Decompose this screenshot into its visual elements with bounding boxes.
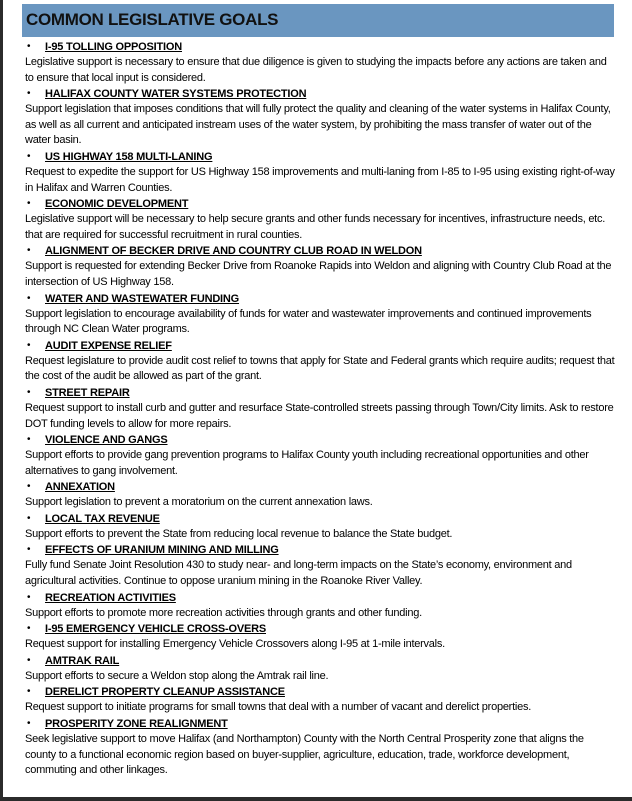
goal-heading <box>25 39 615 55</box>
goal-description: Support legislation to encourage availability of funds for water and wastewater improvements and continued improvements through NC Clean Water programs. <box>25 307 592 336</box>
bullet-icon: • <box>27 198 31 210</box>
bullet-icon: • <box>27 41 31 52</box>
goal-title: VIOLENCE AND GANGS <box>45 434 168 447</box>
goal-title: ECONOMIC DEVELOPMENT <box>45 198 189 211</box>
goal-title: AMTRAK RAIL <box>45 654 120 667</box>
goal-item <box>25 291 615 338</box>
page-title: COMMON LEGISLATIVE GOALS <box>26 10 279 29</box>
goal-heading <box>25 479 615 495</box>
goal-title: HALIFAX COUNTY WATER SYSTEMS PROTECTION <box>45 88 307 101</box>
goal-heading <box>25 621 615 637</box>
goal-description: Support efforts to promote more recreation activities through grants and other funding. <box>25 606 422 619</box>
goal-description: Support efforts to secure a Weldon stop along the Amtrak rail line. <box>25 669 329 682</box>
goal-description: Request support to install curb and gutter and resurface State-controlled streets passing through Town/City limits. Ask to restore DOT funding levels to allow for more repairs. <box>25 401 614 430</box>
bullet-icon: • <box>27 386 31 398</box>
goal-heading <box>25 338 615 354</box>
goal-title: PROSPERITY ZONE REALIGNMENT <box>45 718 228 731</box>
goal-heading <box>25 432 615 448</box>
bullet-icon: • <box>27 245 31 257</box>
goal-item <box>25 243 615 290</box>
bullet-icon: • <box>27 718 31 730</box>
goal-item <box>25 590 615 622</box>
goals-list <box>25 39 615 779</box>
goal-heading <box>25 542 615 558</box>
goal-title: ANNEXATION <box>45 481 115 494</box>
bullet-icon: • <box>27 512 31 524</box>
goal-description: Support efforts to provide gang prevention programs to Halifax County youth including recreational opportunities and other alternatives to gang involvement. <box>25 449 589 477</box>
goal-heading <box>25 511 615 527</box>
document-page <box>3 0 632 797</box>
goal-title: LOCAL TAX REVENUE <box>45 512 160 525</box>
window-border-bottom <box>0 797 632 801</box>
goal-title: AUDIT EXPENSE RELIEF <box>45 339 172 352</box>
goal-description: Request legislature to provide audit cost relief to towns that apply for State and Federal grants which require audits; request that the cost of the audit be allowed as part of the grant. <box>25 354 615 383</box>
goal-title: ALIGNMENT OF BECKER DRIVE AND COUNTRY CLUB ROAD IN WELDON <box>45 245 422 258</box>
bullet-icon: • <box>27 434 31 446</box>
bullet-icon: • <box>27 686 31 698</box>
goal-heading <box>25 716 615 732</box>
goal-title: EFFECTS OF URANIUM MINING AND MILLING <box>45 544 279 557</box>
goal-item <box>25 716 615 779</box>
bullet-icon: • <box>27 481 31 493</box>
goal-title: RECREATION ACTIVITIES <box>45 591 176 604</box>
bullet-icon: • <box>27 623 31 635</box>
goal-item <box>25 432 615 479</box>
goal-item <box>25 338 615 385</box>
bullet-icon: • <box>27 339 31 351</box>
goal-description: Request support to initiate programs for small towns that deal with a number of vacant and derelict properties. <box>25 701 532 714</box>
goal-heading <box>25 291 615 307</box>
goal-heading <box>25 196 615 212</box>
goal-description: Support is requested for extending Becker Drive from Roanoke Rapids into Weldon and aligning with Country Club Road at the intersection of US Highway 158. <box>25 260 612 288</box>
bullet-icon: • <box>27 654 31 666</box>
goal-description: Seek legislative support to move Halifax (and Northampton) County with the North Central Prosperity zone that aligns the county to a functional economic region based on buyer-supplier, agriculture, education, trade, workforce development, commuting and other linkages. <box>25 733 584 777</box>
bullet-icon: • <box>27 292 31 304</box>
goal-item <box>25 86 615 149</box>
goal-heading <box>25 149 615 165</box>
bullet-icon: • <box>27 544 31 556</box>
goal-description: Support legislation to prevent a moratorium on the current annexation laws. <box>25 496 373 509</box>
goal-title: I-95 EMERGENCY VEHICLE CROSS-OVERS <box>45 623 266 636</box>
goal-title: STREET REPAIR <box>45 386 130 399</box>
goal-heading <box>25 653 615 669</box>
goal-item <box>25 542 615 589</box>
goal-heading <box>25 385 615 401</box>
goal-title: I-95 TOLLING OPPOSITION <box>45 41 182 53</box>
goal-title: DERELICT PROPERTY CLEANUP ASSISTANCE <box>45 686 285 699</box>
goal-description: Legislative support will be necessary to help secure grants and other funds necessary for incentives, infrastructure needs, etc. that are required for successful recruitment in rural counties. <box>25 213 606 241</box>
goal-title: WATER AND WASTEWATER FUNDING <box>45 292 240 305</box>
goal-heading <box>25 684 615 700</box>
bullet-icon: • <box>27 88 31 100</box>
goal-description: Fully fund Senate Joint Resolution 430 to study near- and long-term impacts on the State’s economy, environment and agricultural activities. Continue to oppose uranium mining in the Roanoke River Valley. <box>25 559 572 588</box>
goal-item <box>25 511 615 543</box>
goal-description: Request support for installing Emergency Vehicle Crossovers along I-95 at 1-mile intervals. <box>25 638 445 651</box>
goal-description: Legislative support is necessary to ensure that due diligence is given to studying the impacts before any actions are taken and to ensure that local input is considered. <box>25 56 607 84</box>
goal-heading <box>25 243 615 259</box>
goal-description: Support legislation that imposes conditions that will fully protect the quality and cleaning of the water systems in Halifax County, as well as all current and anticipated instream uses of the water system, by prohibiting the mass transfer of water out of the water basin. <box>25 103 611 147</box>
goal-item <box>25 39 615 86</box>
goal-heading <box>25 590 615 606</box>
bullet-icon: • <box>27 150 31 162</box>
goal-description: Support efforts to prevent the State from reducing local revenue to balance the State budget. <box>25 527 453 540</box>
goal-description: Request to expedite the support for US Highway 158 improvements and multi-laning from I-85 to I-95 using existing right-of-way in Halifax and Warren Counties. <box>25 165 615 194</box>
goal-item <box>25 385 615 432</box>
goal-heading <box>25 86 615 102</box>
section-header <box>22 4 614 37</box>
goal-item <box>25 149 615 196</box>
goal-item <box>25 684 615 716</box>
goal-item <box>25 196 615 243</box>
bullet-icon: • <box>27 591 31 603</box>
goal-item <box>25 621 615 653</box>
goal-title: US HIGHWAY 158 MULTI-LANING <box>45 150 213 163</box>
goal-item <box>25 653 615 685</box>
goal-item <box>25 479 615 511</box>
